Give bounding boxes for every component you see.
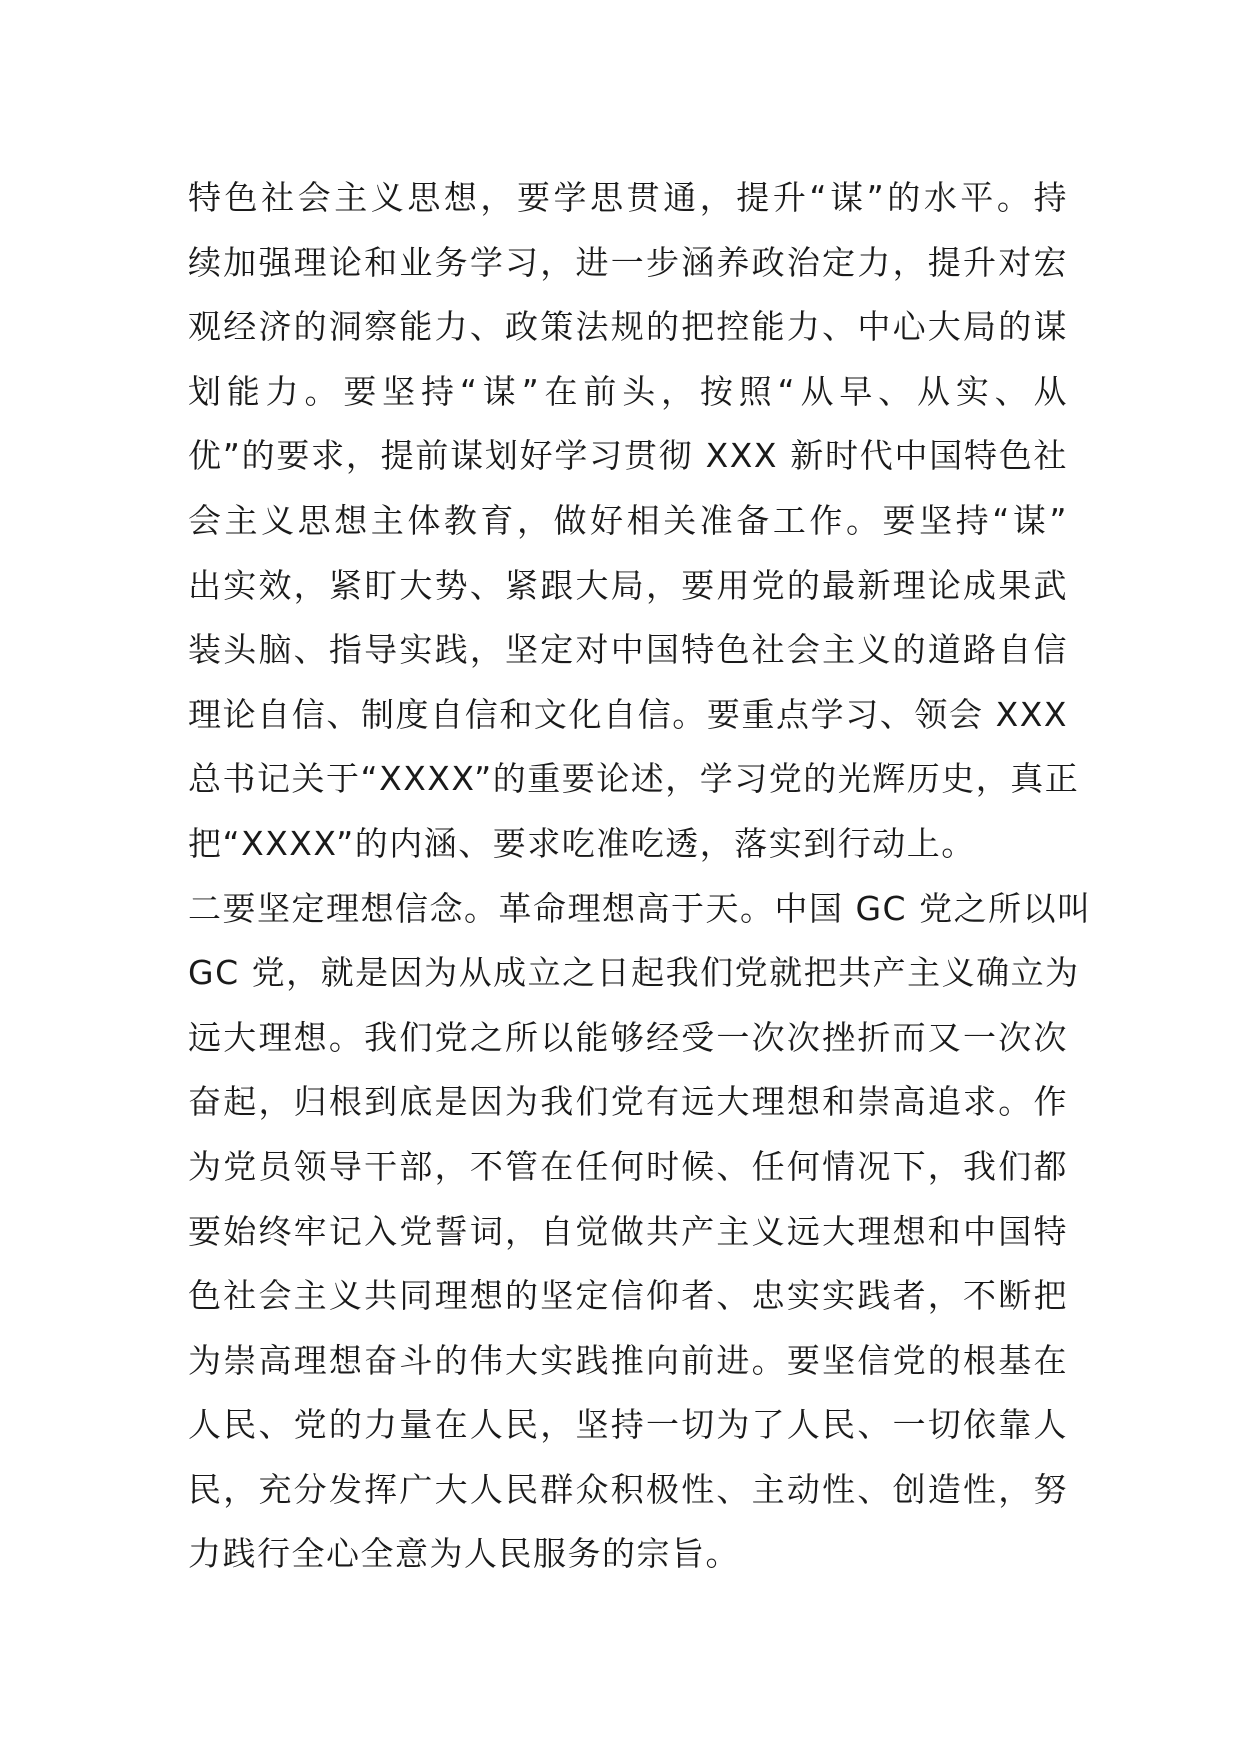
text-line: 把“XXXX”的内涵、要求吃准吃透，落实到行动上。 [188, 823, 976, 863]
text-line: 力践行全心全意为人民服务的宗旨。 [188, 1534, 740, 1574]
text-line: GC 党，就是因为从成立之日起我们党就把共产主义确立为 [188, 953, 1080, 993]
text-line: 人民、党的力量在人民，坚持一切为了人民、一切依靠人 [188, 1405, 1068, 1445]
paragraph-2 [188, 877, 1092, 1588]
text-line: 理论自信、制度自信和文化自信。要重点学习、领会 XXX [188, 694, 1068, 734]
text-line: 总书记关于“XXXX”的重要论述，学习党的光辉历史，真正 [188, 759, 1080, 799]
text-line: 特色社会主义思想，要学思贯通，提升“谋”的水平。持 [188, 178, 1068, 217]
paragraph-1 [188, 166, 1080, 877]
text-line: 为党员领导干部，不管在任何时候、任何情况下，我们都 [188, 1146, 1068, 1186]
text-line: 续加强理论和业务学习，进一步涵养政治定力，提升对宏 [188, 242, 1068, 282]
text-line: 奋起，归根到底是因为我们党有远大理想和崇高追求。作 [188, 1082, 1068, 1122]
text-line: 观经济的洞察能力、政策法规的把控能力、中心大局的谋 [188, 307, 1068, 347]
text-line: 色社会主义共同理想的坚定信仰者、忠实实践者，不断把 [188, 1276, 1068, 1316]
text-line: 会主义思想主体教育，做好相关准备工作。要坚持“谋” [188, 500, 1068, 540]
text-line: 装头脑、指导实践，坚定对中国特色社会主义的道路自信 [188, 630, 1068, 670]
text-line: 划能力。要坚持“谋”在前头，按照“从早、从实、从 [188, 371, 1068, 411]
text-line: 出实效，紧盯大势、紧跟大局，要用党的最新理论成果武 [188, 565, 1068, 605]
text-line: 二要坚定理想信念。革命理想高于天。中国 GC 党之所以叫 [188, 888, 1092, 928]
text-line: 要始终牢记入党誓词，自觉做共产主义远大理想和中国特 [188, 1211, 1068, 1251]
text-line: 为崇高理想奋斗的伟大实践推向前进。要坚信党的根基在 [188, 1340, 1068, 1380]
text-line: 远大理想。我们党之所以能够经受一次次挫折而又一次次 [188, 1017, 1068, 1057]
text-line: 民，充分发挥广大人民群众积极性、主动性、创造性，努 [188, 1469, 1068, 1509]
text-line: 优”的要求，提前谋划好学习贯彻 XXX 新时代中国特色社 [188, 436, 1068, 476]
document-body [188, 166, 1092, 1587]
